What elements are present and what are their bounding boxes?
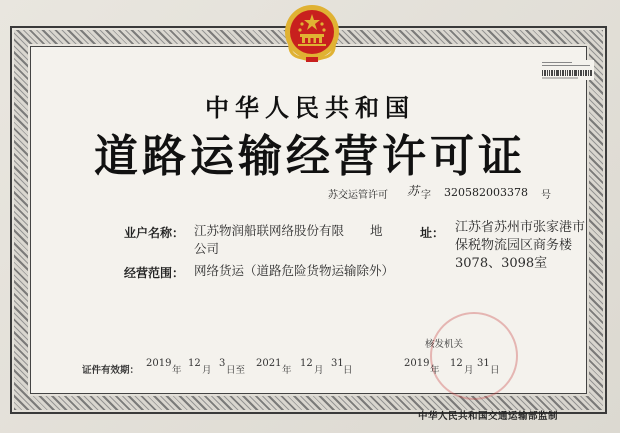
issue-year-suffix: 年	[430, 365, 440, 376]
scope-label: 经营范围：	[124, 266, 185, 280]
issuer-label: 核发机关	[425, 339, 464, 350]
official-seal-icon	[430, 312, 518, 400]
address-line3: 3078、3098室	[455, 256, 548, 271]
validity-end-day: 31	[331, 358, 344, 369]
address-label: 址：	[420, 226, 445, 240]
owner-label: 业户名称：	[124, 226, 185, 240]
validity-day-suffix-2: 日	[343, 365, 353, 376]
scope-value: 网络货运（道路危险货物运输除外）	[194, 263, 395, 278]
issue-day: 31	[477, 358, 490, 369]
validity-month-suffix-2: 月	[314, 365, 324, 376]
validity-year-suffix-2: 年	[282, 365, 292, 376]
validity-start-day: 3	[219, 358, 226, 369]
validity-month-suffix-1: 月	[202, 365, 212, 376]
permit-char: 苏	[407, 184, 420, 198]
owner-name-line1-tail: 地	[370, 223, 383, 238]
address-line2: 保税物流园区商务楼	[455, 238, 573, 253]
title-line2: 道路运输经营许可证	[94, 131, 526, 182]
address-line1: 江苏省苏州市张家港市	[455, 220, 586, 235]
validity-start-year: 2019	[146, 358, 172, 369]
owner-name-line2: 公司	[194, 241, 220, 256]
permit-prefix: 苏交运管许可	[328, 190, 388, 201]
validity-end-year: 2021	[256, 358, 282, 369]
title-line1: 中华人民共和国	[205, 94, 415, 122]
issue-year: 2019	[404, 358, 430, 369]
issue-month: 12	[450, 358, 463, 369]
validity-start-month: 12	[188, 358, 201, 369]
validity-day-suffix-1: 日至	[226, 365, 246, 376]
issue-month-suffix: 月	[464, 365, 474, 376]
barcode-icon	[540, 60, 594, 80]
validity-end-month: 12	[300, 358, 313, 369]
permit-number-suffix: 号	[541, 190, 551, 201]
permit-number: 320582003378	[444, 186, 528, 199]
permit-char-suffix: 字	[421, 190, 431, 201]
issue-day-suffix: 日	[490, 365, 500, 376]
footer-supervisor: 中华人民共和国交通运输部监制	[418, 411, 559, 422]
national-emblem-icon	[280, 2, 344, 64]
validity-label: 证件有效期：	[82, 365, 140, 376]
owner-name-line1: 江苏物润船联网络股份有限	[194, 223, 345, 238]
validity-year-suffix-1: 年	[172, 365, 182, 376]
